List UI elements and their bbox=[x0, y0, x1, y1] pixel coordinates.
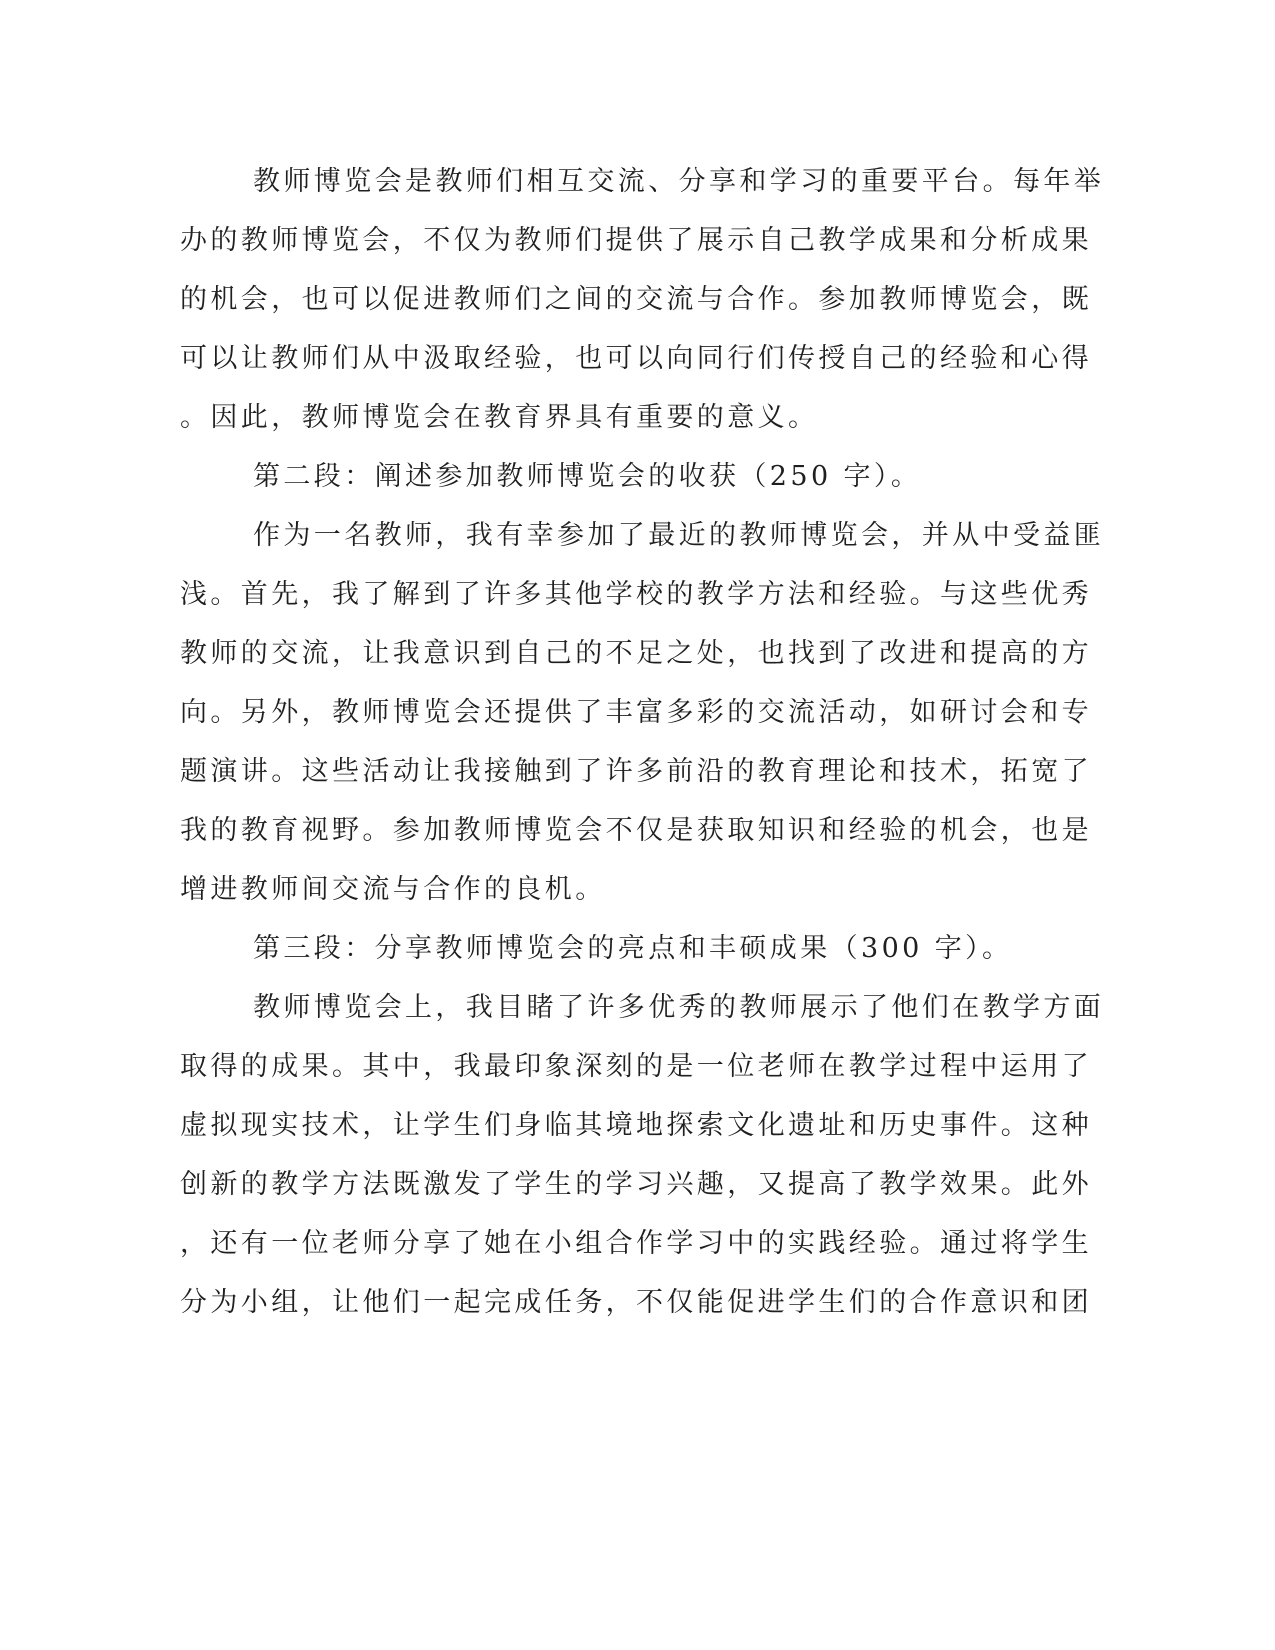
text-line: 第二段：阐述参加教师博览会的收获（250 字）。 bbox=[253, 461, 922, 492]
text-line: 。因此，教师博览会在教育界具有重要的意义。 bbox=[180, 402, 819, 433]
text-line: 作为一名教师，我有幸参加了最近的教师博览会，并从中受益匪 bbox=[253, 520, 1105, 551]
text-line: 我的教育视野。参加教师博览会不仅是获取知识和经验的机会，也是 bbox=[180, 815, 1092, 846]
document-page bbox=[180, 152, 1105, 1332]
text-line: 办的教师博览会，不仅为教师们提供了展示自己教学成果和分析成果 bbox=[180, 225, 1092, 256]
text-line: 可以让教师们从中汲取经验，也可以向同行们传授自己的经验和心得 bbox=[180, 343, 1092, 374]
paragraph-gains bbox=[180, 506, 1105, 919]
text-line: 教师博览会上，我目睹了许多优秀的教师展示了他们在教学方面 bbox=[253, 992, 1105, 1023]
text-line: 的机会，也可以促进教师们之间的交流与合作。参加教师博览会，既 bbox=[180, 284, 1092, 315]
paragraph-intro bbox=[180, 152, 1105, 447]
text-line: 取得的成果。其中，我最印象深刻的是一位老师在教学过程中运用了 bbox=[180, 1051, 1092, 1082]
text-line: 教师的交流，让我意识到自己的不足之处，也找到了改进和提高的方 bbox=[180, 638, 1092, 669]
text-line: 第三段：分享教师博览会的亮点和丰硕成果（300 字）。 bbox=[253, 933, 1013, 964]
text-line: ，还有一位老师分享了她在小组合作学习中的实践经验。通过将学生 bbox=[180, 1228, 1092, 1259]
text-line: 创新的教学方法既激发了学生的学习兴趣，又提高了教学效果。此外 bbox=[180, 1169, 1092, 1200]
text-line: 浅。首先，我了解到了许多其他学校的教学方法和经验。与这些优秀 bbox=[180, 579, 1092, 610]
paragraph-highlights bbox=[180, 978, 1105, 1332]
section-heading-3 bbox=[180, 919, 1028, 978]
text-line: 增进教师间交流与合作的良机。 bbox=[180, 874, 606, 905]
text-line: 分为小组，让他们一起完成任务，不仅能促进学生们的合作意识和团 bbox=[180, 1287, 1092, 1318]
text-line: 虚拟现实技术，让学生们身临其境地探索文化遗址和历史事件。这种 bbox=[180, 1110, 1092, 1141]
text-line: 向。另外，教师博览会还提供了丰富多彩的交流活动，如研讨会和专 bbox=[180, 697, 1092, 728]
section-heading-2 bbox=[180, 447, 1028, 506]
text-line: 题演讲。这些活动让我接触到了许多前沿的教育理论和技术，拓宽了 bbox=[180, 756, 1092, 787]
text-line: 教师博览会是教师们相互交流、分享和学习的重要平台。每年举 bbox=[253, 166, 1105, 197]
